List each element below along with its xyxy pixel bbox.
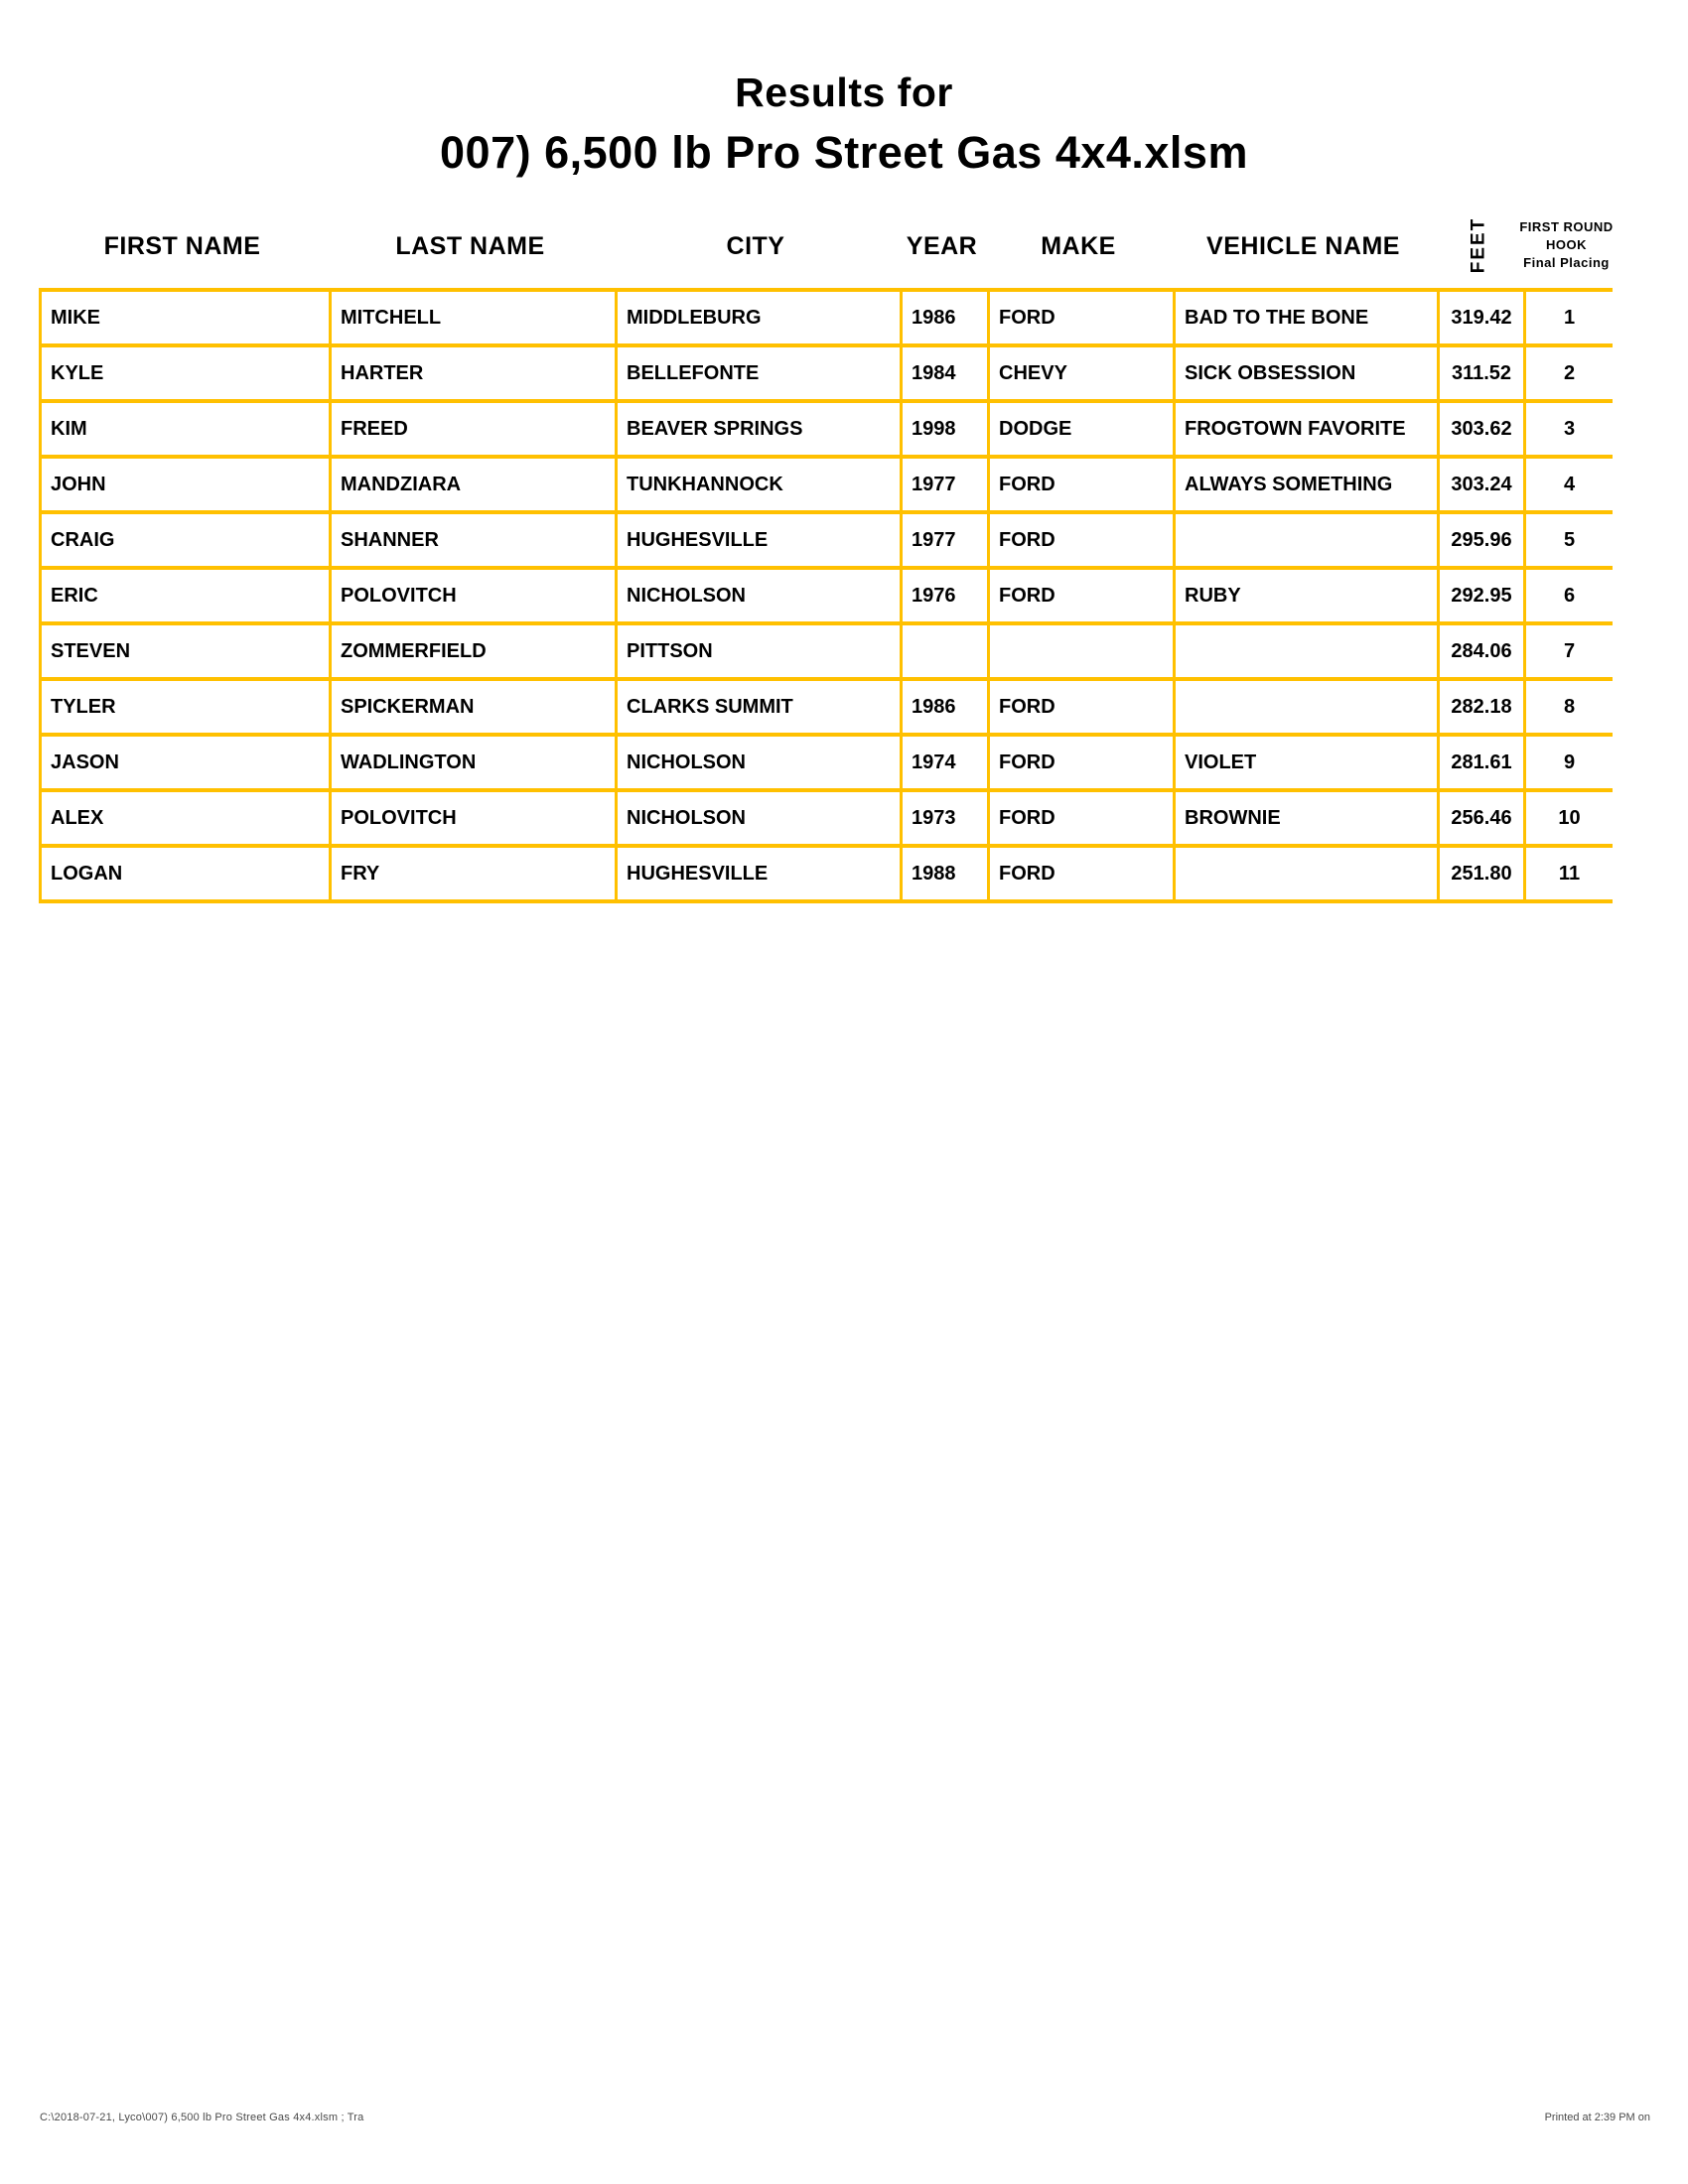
footer-printed-timestamp: Printed at 2:39 PM on [1544, 2112, 1650, 2123]
cell-placing: 8 [1526, 681, 1613, 733]
column-header-first-name: FIRST NAME [103, 232, 261, 260]
cell-vehicle-name: FROGTOWN FAVORITE [1176, 403, 1437, 455]
cell-feet: 292.95 [1440, 570, 1523, 621]
column-header-city: CITY [726, 232, 785, 260]
cell-year: 1984 [903, 347, 987, 399]
cell-last-name: SPICKERMAN [332, 681, 615, 733]
cell-make: FORD [990, 737, 1173, 788]
cell-make [990, 625, 1173, 677]
cell-first-name: CRAIG [42, 514, 329, 566]
cell-year: 1988 [903, 848, 987, 899]
cell-placing: 6 [1526, 570, 1613, 621]
cell-city: NICHOLSON [618, 570, 900, 621]
cell-feet: 311.52 [1440, 347, 1523, 399]
cell-year: 1998 [903, 403, 987, 455]
column-header-final-placing [1519, 199, 1614, 273]
cell-placing: 3 [1526, 403, 1613, 455]
cell-first-name: KYLE [42, 347, 329, 399]
placing-header-line2: HOOK [1546, 236, 1587, 252]
cell-first-name: JOHN [42, 459, 329, 510]
column-header-year: YEAR [906, 232, 978, 260]
cell-year: 1976 [903, 570, 987, 621]
cell-vehicle-name [1176, 848, 1437, 899]
placing-header-line3: Final Placing [1523, 254, 1610, 270]
cell-make: DODGE [990, 403, 1173, 455]
cell-first-name: LOGAN [42, 848, 329, 899]
cell-city: PITTSON [618, 625, 900, 677]
cell-city: HUGHESVILLE [618, 514, 900, 566]
cell-feet: 303.62 [1440, 403, 1523, 455]
cell-first-name: MIKE [42, 292, 329, 343]
cell-make: FORD [990, 292, 1173, 343]
cell-vehicle-name: BROWNIE [1176, 792, 1437, 844]
cell-feet: 282.18 [1440, 681, 1523, 733]
cell-feet: 256.46 [1440, 792, 1523, 844]
cell-first-name: ALEX [42, 792, 329, 844]
column-header-vehicle-name: VEHICLE NAME [1206, 232, 1400, 260]
cell-last-name: POLOVITCH [332, 570, 615, 621]
cell-make: FORD [990, 514, 1173, 566]
cell-feet: 284.06 [1440, 625, 1523, 677]
cell-make: CHEVY [990, 347, 1173, 399]
cell-last-name: MANDZIARA [332, 459, 615, 510]
cell-last-name: WADLINGTON [332, 737, 615, 788]
cell-vehicle-name: ALWAYS SOMETHING [1176, 459, 1437, 510]
results-table [39, 288, 1613, 903]
cell-placing: 9 [1526, 737, 1613, 788]
cell-year: 1977 [903, 514, 987, 566]
cell-vehicle-name [1176, 514, 1437, 566]
cell-vehicle-name: BAD TO THE BONE [1176, 292, 1437, 343]
column-header-last-name: LAST NAME [395, 232, 545, 260]
cell-feet: 319.42 [1440, 292, 1523, 343]
cell-city: NICHOLSON [618, 737, 900, 788]
placing-header-line1: FIRST ROUND [1519, 218, 1614, 234]
cell-city: BELLEFONTE [618, 347, 900, 399]
cell-year [903, 625, 987, 677]
page-subtitle-filename: 007) 6,500 lb Pro Street Gas 4x4.xlsm [440, 127, 1248, 178]
cell-last-name: SHANNER [332, 514, 615, 566]
cell-vehicle-name: VIOLET [1176, 737, 1437, 788]
cell-placing: 5 [1526, 514, 1613, 566]
cell-city: CLARKS SUMMIT [618, 681, 900, 733]
cell-placing: 4 [1526, 459, 1613, 510]
cell-last-name: MITCHELL [332, 292, 615, 343]
cell-last-name: ZOMMERFIELD [332, 625, 615, 677]
table-header-row [39, 199, 1614, 274]
cell-city: BEAVER SPRINGS [618, 403, 900, 455]
cell-placing: 2 [1526, 347, 1613, 399]
cell-first-name: TYLER [42, 681, 329, 733]
page-title: Results for [735, 69, 953, 115]
cell-placing: 11 [1526, 848, 1613, 899]
cell-first-name: ERIC [42, 570, 329, 621]
cell-vehicle-name: SICK OBSESSION [1176, 347, 1437, 399]
cell-make: FORD [990, 570, 1173, 621]
cell-year: 1973 [903, 792, 987, 844]
cell-feet: 295.96 [1440, 514, 1523, 566]
cell-vehicle-name [1176, 625, 1437, 677]
column-header-make: MAKE [1041, 232, 1116, 260]
cell-city: TUNKHANNOCK [618, 459, 900, 510]
cell-make: FORD [990, 459, 1173, 510]
cell-vehicle-name: RUBY [1176, 570, 1437, 621]
cell-last-name: FREED [332, 403, 615, 455]
cell-placing: 1 [1526, 292, 1613, 343]
cell-year: 1974 [903, 737, 987, 788]
cell-vehicle-name [1176, 681, 1437, 733]
cell-placing: 10 [1526, 792, 1613, 844]
column-header-feet [1437, 199, 1520, 273]
cell-city: HUGHESVILLE [618, 848, 900, 899]
cell-first-name: JASON [42, 737, 329, 788]
cell-make: FORD [990, 848, 1173, 899]
cell-year: 1986 [903, 681, 987, 733]
cell-last-name: POLOVITCH [332, 792, 615, 844]
cell-last-name: FRY [332, 848, 615, 899]
cell-last-name: HARTER [332, 347, 615, 399]
cell-feet: 281.61 [1440, 737, 1523, 788]
cell-city: MIDDLEBURG [618, 292, 900, 343]
cell-make: FORD [990, 681, 1173, 733]
cell-year: 1986 [903, 292, 987, 343]
cell-year: 1977 [903, 459, 987, 510]
cell-placing: 7 [1526, 625, 1613, 677]
cell-first-name: STEVEN [42, 625, 329, 677]
feet-rotated-label: FEET [1468, 216, 1488, 274]
cell-feet: 251.80 [1440, 848, 1523, 899]
cell-make: FORD [990, 792, 1173, 844]
cell-first-name: KIM [42, 403, 329, 455]
cell-city: NICHOLSON [618, 792, 900, 844]
footer-file-path: C:\2018-07-21, Lyco\007) 6,500 lb Pro Street Gas 4x4.xlsm ; Tra [40, 2112, 364, 2123]
cell-feet: 303.24 [1440, 459, 1523, 510]
